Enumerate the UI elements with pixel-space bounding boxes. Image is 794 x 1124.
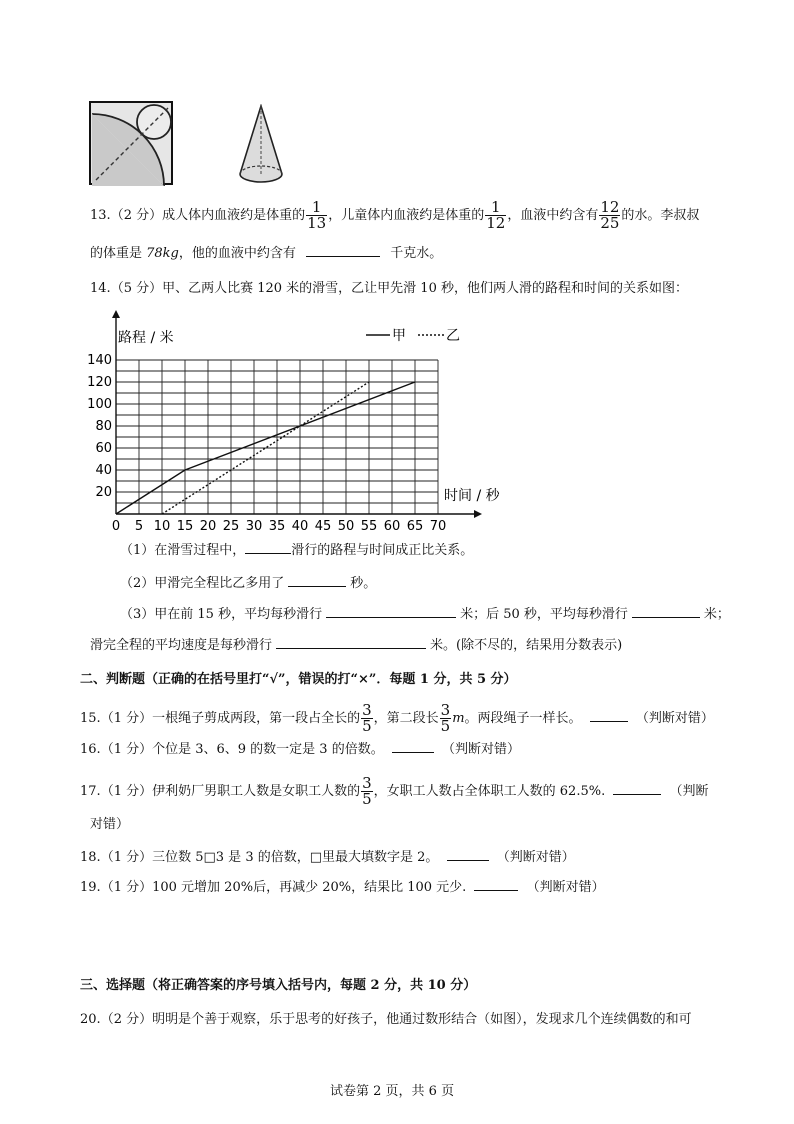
unit: m: [452, 711, 465, 726]
numerator: 1: [485, 200, 506, 216]
question-score: （1 分）: [100, 784, 153, 799]
question-19: [80, 878, 605, 898]
question-text: 100 元增加 20%后，再减少 20%，结果比 100 元少.: [152, 880, 467, 895]
question-text: 滑完全程的平均速度是每秒滑行: [90, 638, 273, 653]
question-text: 个位是 3、6、9 的数一定是 3 的倍数。: [152, 742, 384, 757]
question-text: 伊利奶厂男职工人数是女职工人数的: [152, 784, 361, 799]
numerator: 1: [306, 200, 327, 216]
distance-time-chart: [80, 300, 500, 536]
question-text: ，血液中约含有: [507, 208, 599, 223]
y-axis-label: 路程 / 米: [118, 330, 174, 346]
question-16: [80, 740, 520, 760]
judge-hint: （判断: [669, 784, 709, 799]
question-20: [80, 1010, 692, 1030]
x-tick-label: 40: [291, 519, 309, 534]
question-14-sub-3-line-2: [90, 636, 622, 656]
question-text: 米。(除不尽的，结果用分数表示): [430, 638, 623, 653]
answer-blank[interactable]: [613, 782, 661, 795]
page-footer: 试卷第 2 页，共 6 页: [330, 1084, 455, 1099]
question-score: （1 分）: [100, 850, 153, 865]
y-axis-arrow: [112, 310, 120, 318]
weight-value: 78kg: [146, 246, 179, 261]
y-tick-label: 120: [87, 375, 112, 390]
question-score: （5 分）: [110, 281, 163, 296]
question-text: （3）甲在前 15 秒，平均每秒滑行: [120, 607, 323, 622]
answer-blank[interactable]: [474, 878, 518, 891]
section-2-title: 二、判断题（正确的在括号里打“√”，错误的打“×”．每题 1 分，共 5 分）: [80, 672, 517, 687]
denominator: 5: [440, 717, 451, 735]
question-15: [80, 703, 714, 734]
x-tick-label: 55: [360, 519, 378, 534]
answer-blank[interactable]: [590, 709, 628, 722]
x-tick-label: 35: [268, 519, 286, 534]
x-tick-label: 15: [176, 519, 194, 534]
answer-blank[interactable]: [245, 541, 291, 554]
denominator: 5: [362, 717, 372, 735]
cone-figure: [236, 104, 286, 188]
answer-blank[interactable]: [276, 636, 426, 649]
judge-hint: 对错）: [90, 817, 130, 832]
question-text: （1）在滑雪过程中，: [120, 543, 246, 558]
question-score: （1 分）: [100, 880, 153, 895]
x-axis-label: 时间 / 秒: [444, 488, 500, 504]
question-number: 13.: [90, 208, 111, 223]
question-text: 甲、乙两人比赛 120 米的滑雪，乙让甲先滑 10 秒，他们两人滑的路程和时间的关系如图：: [162, 281, 688, 296]
question-text: 千克水。: [390, 246, 443, 261]
question-13-line-1: [90, 200, 699, 231]
y-tick-label: 40: [95, 463, 112, 478]
question-text: 。两段绳子一样长。: [464, 711, 582, 726]
chart-grid: [116, 360, 438, 514]
question-text: 秒。: [350, 576, 377, 591]
question-text: 一根绳子剪成两段，第一段占全长的: [152, 711, 361, 726]
question-number: 18.: [80, 850, 101, 865]
fraction-1-13: [306, 200, 327, 231]
x-tick-label: 50: [337, 519, 355, 534]
legend-label-jia: 甲: [392, 328, 406, 344]
question-18: [80, 848, 575, 868]
x-tick-label: 10: [153, 519, 171, 534]
x-tick-label: 65: [406, 519, 424, 534]
denominator: 13: [307, 214, 327, 232]
question-14-sub-1: [120, 541, 473, 561]
question-14-sub-2: [120, 574, 376, 594]
x-tick-label: 20: [199, 519, 217, 534]
question-text: 的体重是: [90, 246, 147, 261]
y-tick-label: 60: [95, 441, 112, 456]
question-score: （2 分）: [110, 208, 163, 223]
x-tick-label: 0: [111, 519, 121, 534]
denominator: 25: [600, 214, 620, 232]
question-score: （2 分）: [100, 1012, 153, 1027]
question-text: 三位数 5□3 是 3 的倍数，□里最大填数字是 2。: [152, 850, 439, 865]
x-tick-label: 5: [134, 519, 144, 534]
answer-blank[interactable]: [392, 740, 434, 753]
judge-hint: （判断对错）: [635, 711, 714, 726]
x-tick-label: 70: [429, 519, 447, 534]
answer-blank[interactable]: [326, 605, 456, 618]
legend-label-yi: 乙: [446, 328, 460, 344]
x-tick-label: 25: [222, 519, 240, 534]
fraction-3-5: [440, 703, 452, 734]
question-text: 米；后 50 秒，平均每秒滑行: [460, 607, 628, 622]
question-number: 16.: [80, 742, 101, 757]
question-13-line-2: [90, 244, 442, 264]
judge-hint: （判断对错）: [526, 880, 605, 895]
numerator: 3: [362, 774, 372, 792]
x-tick-label: 30: [245, 519, 263, 534]
question-score: （1 分）: [100, 742, 153, 757]
fraction-12-25: [599, 200, 620, 231]
answer-blank[interactable]: [447, 848, 489, 861]
numerator: 3: [440, 701, 451, 719]
x-tick-label: 60: [383, 519, 401, 534]
fraction-3-5: [361, 703, 373, 734]
question-14-line-1: [90, 279, 688, 299]
question-text: ，儿童体内血液约是体重的: [328, 208, 485, 223]
question-text: ，女职工人数占全体职工人数的 62.5%.: [373, 784, 606, 799]
fraction-1-12: [485, 200, 506, 231]
numerator: 12: [600, 198, 620, 216]
y-tick-label: 80: [95, 419, 112, 434]
square-quarter-circle-figure: [88, 100, 176, 188]
question-14-sub-3: [120, 605, 730, 625]
numerator: 3: [362, 701, 372, 719]
question-17-line-2: [90, 815, 129, 835]
denominator: 5: [362, 790, 372, 808]
question-number: 20.: [80, 1012, 101, 1027]
question-number: 15.: [80, 711, 101, 726]
answer-blank[interactable]: [288, 574, 346, 587]
question-text: 成人体内血液约是体重的: [162, 208, 306, 223]
answer-blank[interactable]: [632, 605, 700, 618]
answer-blank[interactable]: [306, 244, 380, 257]
question-text: ，他的血液中约含有: [178, 246, 296, 261]
x-tick-label: 45: [314, 519, 332, 534]
question-score: （1 分）: [100, 711, 153, 726]
x-axis-arrow: [474, 510, 482, 518]
chart-legend: [366, 328, 460, 344]
y-tick-label: 140: [87, 353, 112, 368]
question-number: 19.: [80, 880, 101, 895]
question-number: 17.: [80, 784, 101, 799]
denominator: 12: [486, 214, 506, 232]
question-text: 的水。李叔叔: [621, 208, 700, 223]
judge-hint: （判断对错）: [442, 742, 521, 757]
question-17: [80, 776, 709, 807]
section-3-title: 三、选择题（将正确答案的序号填入括号内，每题 2 分，共 10 分）: [80, 978, 477, 993]
y-tick-label: 100: [87, 397, 112, 412]
question-number: 14.: [90, 281, 111, 296]
y-tick-label: 20: [95, 485, 112, 500]
question-text: 米；: [703, 607, 730, 622]
judge-hint: （判断对错）: [496, 850, 575, 865]
question-text: ，第二段长: [373, 711, 439, 726]
fraction-3-5: [361, 776, 373, 807]
question-text: （2）甲滑完全程比乙多用了: [120, 576, 285, 591]
question-text: 滑行的路程与时间成正比关系。: [291, 543, 474, 558]
question-text: 明明是个善于观察，乐于思考的好孩子，他通过数形结合（如图），发现求几个连续偶数的和可: [152, 1012, 692, 1027]
